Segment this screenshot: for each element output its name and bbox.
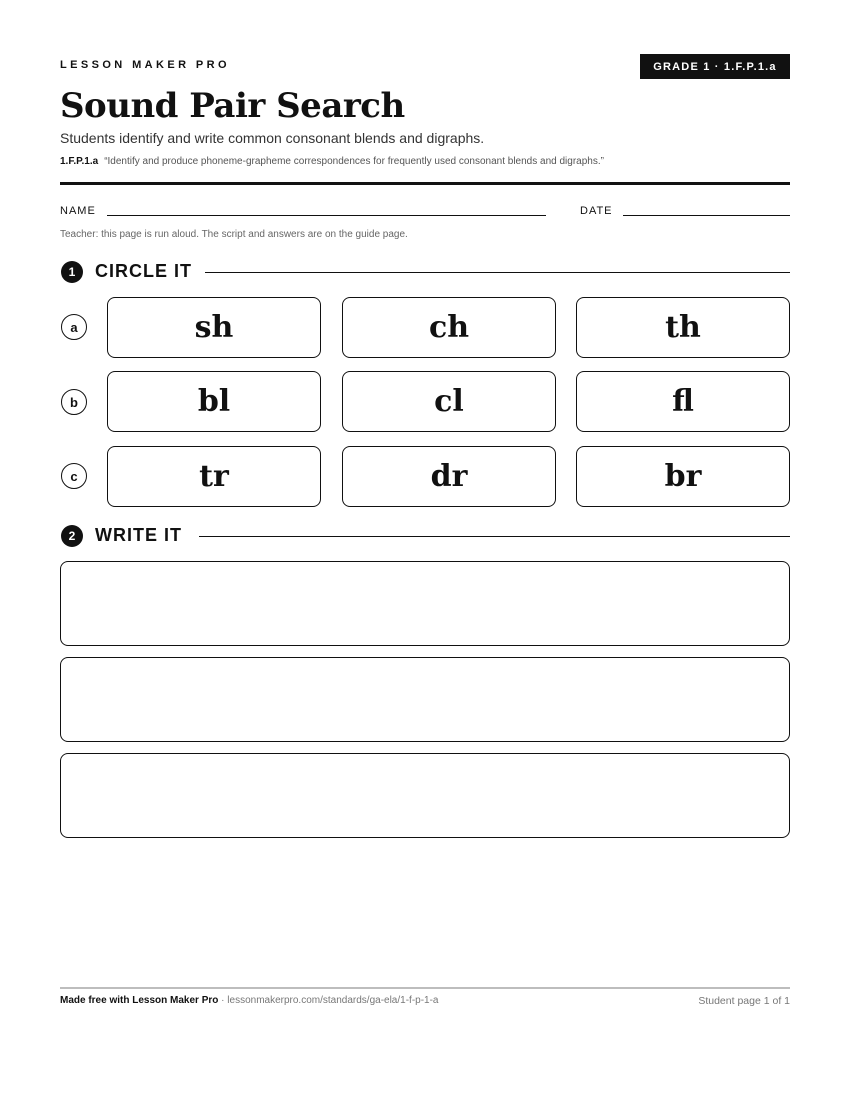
write-box-2[interactable] [60, 657, 790, 742]
card-b1[interactable] [107, 371, 321, 432]
section-1-rule [205, 272, 790, 273]
section-2-number: 2 [61, 525, 83, 547]
card-text: th [665, 310, 701, 345]
brand-name: LESSON MAKER PRO [60, 59, 230, 71]
page-subtitle: Students identify and write common consonant blends and digraphs. [60, 130, 485, 146]
card-text: fl [672, 384, 694, 419]
card-a1[interactable] [107, 297, 321, 358]
row-b-label: b [61, 389, 87, 415]
teacher-note: Teacher: this page is run aloud. The script and answers are on the guide page. [60, 229, 408, 240]
section-1-number: 1 [61, 261, 83, 283]
card-c2[interactable] [342, 446, 556, 507]
footer-page-number: Student page 1 of 1 [698, 995, 790, 1007]
footer-divider [60, 987, 790, 989]
standard-text: “Identify and produce phoneme-grapheme correspondences for frequently used consonant blends and digraphs.” [104, 156, 604, 167]
card-a2[interactable] [342, 297, 556, 358]
section-2-title: WRITE IT [95, 525, 182, 545]
date-line[interactable] [623, 215, 790, 216]
section-2-rule [199, 536, 790, 537]
card-text: br [664, 459, 702, 494]
standard-line [60, 156, 604, 167]
card-text: cl [434, 384, 464, 419]
header-divider [60, 182, 790, 185]
page-title: Sound Pair Search [60, 86, 405, 126]
card-text: bl [197, 384, 231, 419]
footer-url[interactable]: lessonmakerpro.com/standards/ga-ela/1-f-p-1-a [227, 995, 439, 1006]
card-text: tr [199, 459, 229, 494]
card-text: dr [430, 459, 468, 494]
card-c1[interactable] [107, 446, 321, 507]
standard-code: 1.F.P.1.a [60, 156, 99, 167]
card-text: sh [194, 310, 234, 345]
row-a-label: a [61, 314, 87, 340]
footer-made-with: Made free with Lesson Maker Pro [60, 995, 219, 1006]
card-a3[interactable] [576, 297, 790, 358]
write-box-3[interactable] [60, 753, 790, 838]
write-box-1[interactable] [60, 561, 790, 646]
name-label: NAME [60, 205, 96, 217]
row-c-label: c [61, 463, 87, 489]
section-1-title: CIRCLE IT [95, 261, 192, 281]
footer-separator: · [218, 995, 228, 1006]
card-c3[interactable] [576, 446, 790, 507]
name-line[interactable] [107, 215, 546, 216]
date-label: DATE [580, 205, 613, 217]
footer-credit [60, 995, 439, 1006]
grade-badge: GRADE 1 · 1.F.P.1.a [640, 54, 790, 79]
card-b2[interactable] [342, 371, 556, 432]
card-text: ch [428, 310, 470, 345]
card-b3[interactable] [576, 371, 790, 432]
